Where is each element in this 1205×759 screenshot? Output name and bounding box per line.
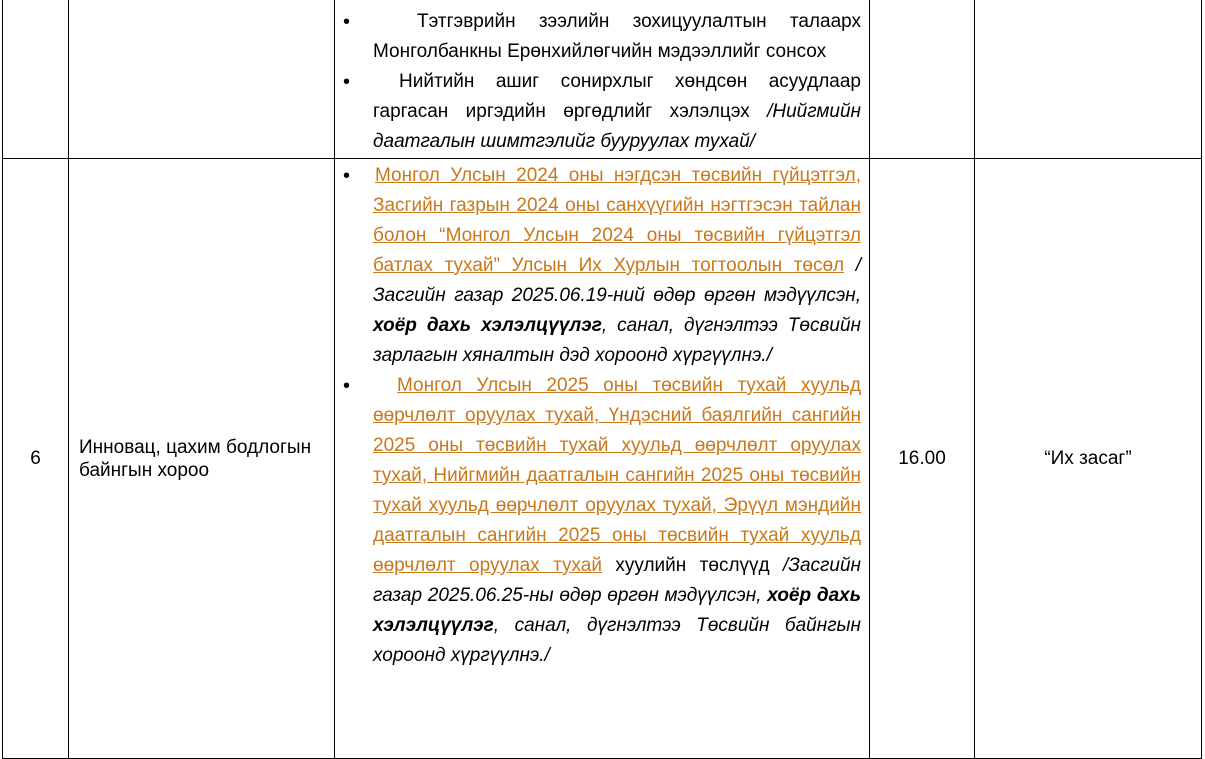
row-number: 6 — [3, 159, 69, 759]
committee-name: Инновац, цахим бодлогын байнгын хороо — [69, 159, 335, 759]
number-cell-empty — [3, 0, 69, 159]
party-group: “Их засаг” — [975, 159, 1202, 759]
agenda-item: • Нийтийн ашиг сонирхлыг хөндсөн асуудлаар гаргасан иргэдийн өргөдлийг хэлэлцэх /Нийгмийн даатгалын шимтгэлийг бууруулах тухай/ — [335, 67, 869, 157]
agenda-table — [2, 0, 1202, 759]
bill-link[interactable]: Монгол Улсын 2025 оны төсвийн тухай хуульд өөрчлөлт оруулах тухай, Үндэсний баялгийн сангийн 2025 оны төсвийн тухай хуульд өөрчлөлт оруулах тухай, Нийгмийн даатгалын сангийн 2025 оны төсвийн тухай хуульд өөрчлөлт оруулах тухай, Эрүүл мэндийн даатгалын сангийн 2025 оны төсвийн тухай хуульд өөрчлөлт оруулах тухай — [373, 375, 861, 576]
time-cell-empty — [870, 0, 975, 159]
table-row — [3, 159, 1202, 759]
agenda-item: • Монгол Улсын 2025 оны төсвийн тухай хуульд өөрчлөлт оруулах тухай, Үндэсний баялгийн сангийн 2025 оны төсвийн тухай хуульд өөрчлөлт оруулах тухай, Нийгмийн даатгалын сангийн 2025 оны төсвийн тухай хуульд өөрчлөлт оруулах тухай, Эрүүл мэндийн даатгалын сангийн 2025 оны төсвийн тухай хуульд өөрчлөлт оруулах тухай хуулийн төслүүд /Засгийн газар 2025.06.25-ны өдөр өргөн мэдүүлсэн, хоёр дахь хэлэлцүүлэг, санал, дүгнэлтээ Төсвийн байнгын хороонд хүргүүлнэ./ — [335, 371, 869, 671]
party-cell-empty — [975, 0, 1202, 159]
bill-link[interactable]: Монгол Улсын 2024 оны нэгдсэн төсвийн гүйцэтгэл, Засгийн газрын 2024 оны санхүүгийн нэгтгэсэн тайлан болон “Монгол Улсын 2024 оны төсвийн гүйцэтгэл батлах тухай” Улсын Их Хурлын тогтоолын төсөл — [373, 165, 861, 276]
agenda-cell-previous — [335, 0, 870, 159]
table-row-previous — [3, 0, 1202, 159]
agenda-item: • Тэтгэврийн зээлийн зохицуулалтын талаарх Монголбанкны Ерөнхийлөгчийн мэдээллийг сонсох — [335, 7, 869, 67]
committee-cell-empty — [69, 0, 335, 159]
agenda-item: • Монгол Улсын 2024 оны нэгдсэн төсвийн гүйцэтгэл, Засгийн газрын 2024 оны санхүүгийн нэгтгэсэн тайлан болон “Монгол Улсын 2024 оны төсвийн гүйцэтгэл батлах тухай” Улсын Их Хурлын тогтоолын төсөл /Засгийн газар 2025.06.19-ний өдөр өргөн мэдүүлсэн, хоёр дахь хэлэлцүүлэг, санал, дүгнэлтээ Төсвийн зарлагын хяналтын дэд хороонд хүргүүлнэ./ — [335, 161, 869, 371]
session-time: 16.00 — [870, 159, 975, 759]
agenda-cell — [335, 159, 870, 759]
